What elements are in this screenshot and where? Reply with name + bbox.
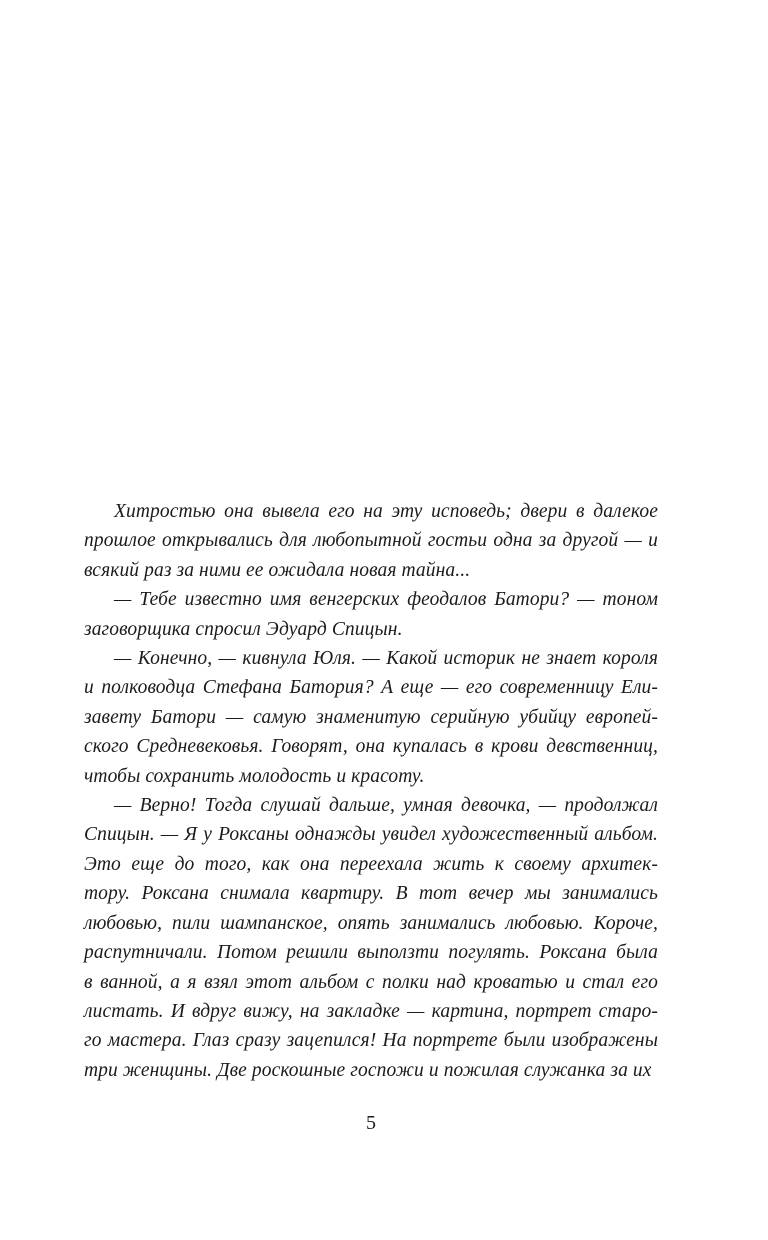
text-line: — Тебе известно имя венгерских феодалов Батори? — тоном <box>114 589 658 611</box>
text-line: чтобы сохранить молодость и красоту. <box>84 765 425 787</box>
text-line: Спицын. — Я у Роксаны однажды увидел художественный альбом. <box>84 824 658 846</box>
paragraph <box>84 644 658 791</box>
text-line: распутничали. Потом решили выползти погулять. Роксана была <box>84 942 658 964</box>
paragraph <box>84 585 658 644</box>
text-line: любовью, пили шампанское, опять занимались любовью. Короче, <box>84 912 658 934</box>
paragraph <box>84 497 658 585</box>
text-line: Это еще до того, как она переехала жить к своему архитек- <box>84 853 658 875</box>
text-line: ского Средневековья. Говорят, она купалась в крови девственниц, <box>84 736 658 758</box>
text-line: и полководца Стефана Батория? А еще — его современницу Ели- <box>84 677 658 699</box>
text-line: Хитростью она вывела его на эту исповедь; двери в далекое <box>114 501 658 522</box>
text-line: го мастера. Глаз сразу зацепился! На портрете были изображены <box>84 1030 658 1052</box>
text-line: в ванной, а я взял этот альбом с полки над кроватью и стал его <box>84 971 658 993</box>
text-line: прошлое открывались для любопытной гостьи одна за другой — и <box>84 530 658 552</box>
text-line: листать. И вдруг вижу, на закладке — картина, портрет старо- <box>84 1000 658 1022</box>
text-line: — Конечно, — кивнула Юля. — Какой историк не знает короля <box>114 648 658 670</box>
text-line: три женщины. Две роскошные госпожи и пожилая служанка за их <box>84 1059 652 1081</box>
text-line: всякий раз за ними ее ожидала новая тайна... <box>84 559 471 581</box>
text-line: заговорщика спросил Эдуард Спицын. <box>84 618 403 640</box>
paragraph <box>84 791 658 1085</box>
text-line: тору. Роксана снимала квартиру. В тот вечер мы занимались <box>84 883 658 905</box>
text-line: завету Батори — самую знаменитую серийную убийцу европей- <box>84 706 658 728</box>
text-line: — Верно! Тогда слушай дальше, умная девочка, — продолжал <box>114 795 658 817</box>
page-number: 5 <box>366 1112 376 1134</box>
text-block <box>84 497 658 1085</box>
